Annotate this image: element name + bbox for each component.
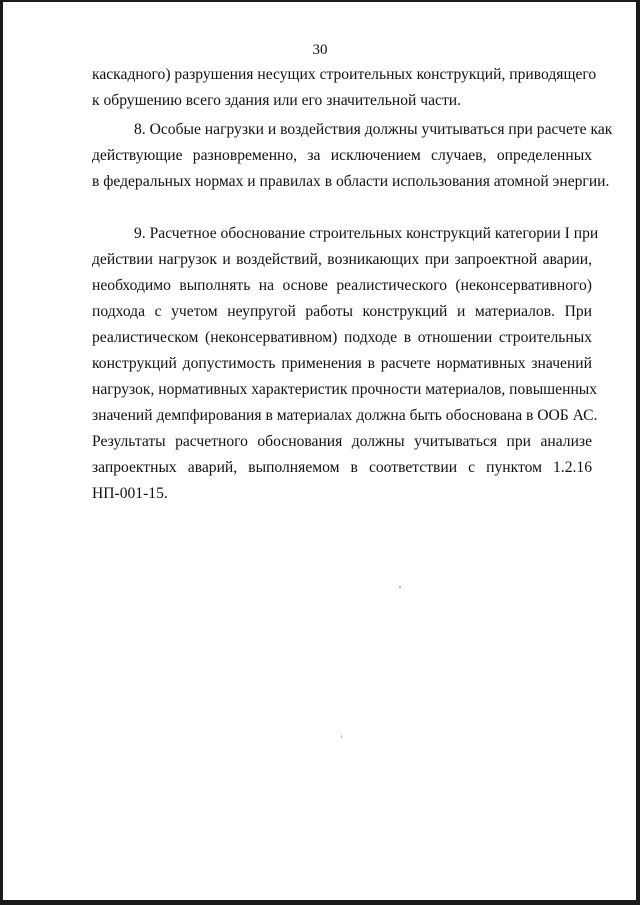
text-line: Результаты расчетного обоснования должны учитываться при анализе (92, 433, 592, 450)
scan-edge-right (636, 0, 640, 905)
text-line: действии нагрузок и воздействий, возникающих при запроектной аварии, (92, 251, 592, 268)
text-line: конструкций допустимость применения в расчете нормативных значений (92, 355, 592, 372)
text-line: значений демпфирования в материалах должна быть обоснована в ООБ АС. (92, 407, 598, 424)
text-line: необходимо выполнять на основе реалистического (неконсервативного) (92, 277, 592, 294)
scan-speck (341, 735, 342, 738)
text-line: 9. Расчетное обоснование строительных конструкций категории I при (134, 225, 599, 242)
text-line: запроектных аварий, выполняемом в соответствии с пунктом 1.2.16 (92, 459, 592, 476)
text-line: подхода с учетом неупругой работы конструкций и материалов. При (92, 303, 592, 320)
text-line: в федеральных нормах и правилах в области использования атомной энергии. (92, 173, 610, 190)
text-line: нагрузок, нормативных характеристик прочности материалов, повышенных (92, 381, 598, 398)
page-number: 30 (312, 42, 328, 58)
text-line: действующие разновременно, за исключением случаев, определенных (92, 147, 592, 164)
text-line: к обрушению всего здания или его значительной части. (92, 92, 462, 109)
paragraph-item-8 (92, 117, 613, 195)
scan-edge-bottom (0, 900, 640, 905)
paragraph-continuation (92, 62, 597, 114)
text-line: 8. Особые нагрузки и воздействия должны учитываться при расчете как (134, 121, 613, 138)
text-line: каскадного) разрушения несущих строительных конструкций, приводящего (92, 66, 597, 83)
text-line: НП-001-15. (92, 485, 168, 502)
scan-speck (399, 586, 401, 588)
scan-edge-left (0, 0, 3, 905)
paragraph-item-9 (92, 221, 599, 507)
scan-edge-top (0, 0, 640, 2)
text-line: реалистическом (неконсервативном) подходе в отношении строительных (92, 329, 592, 346)
